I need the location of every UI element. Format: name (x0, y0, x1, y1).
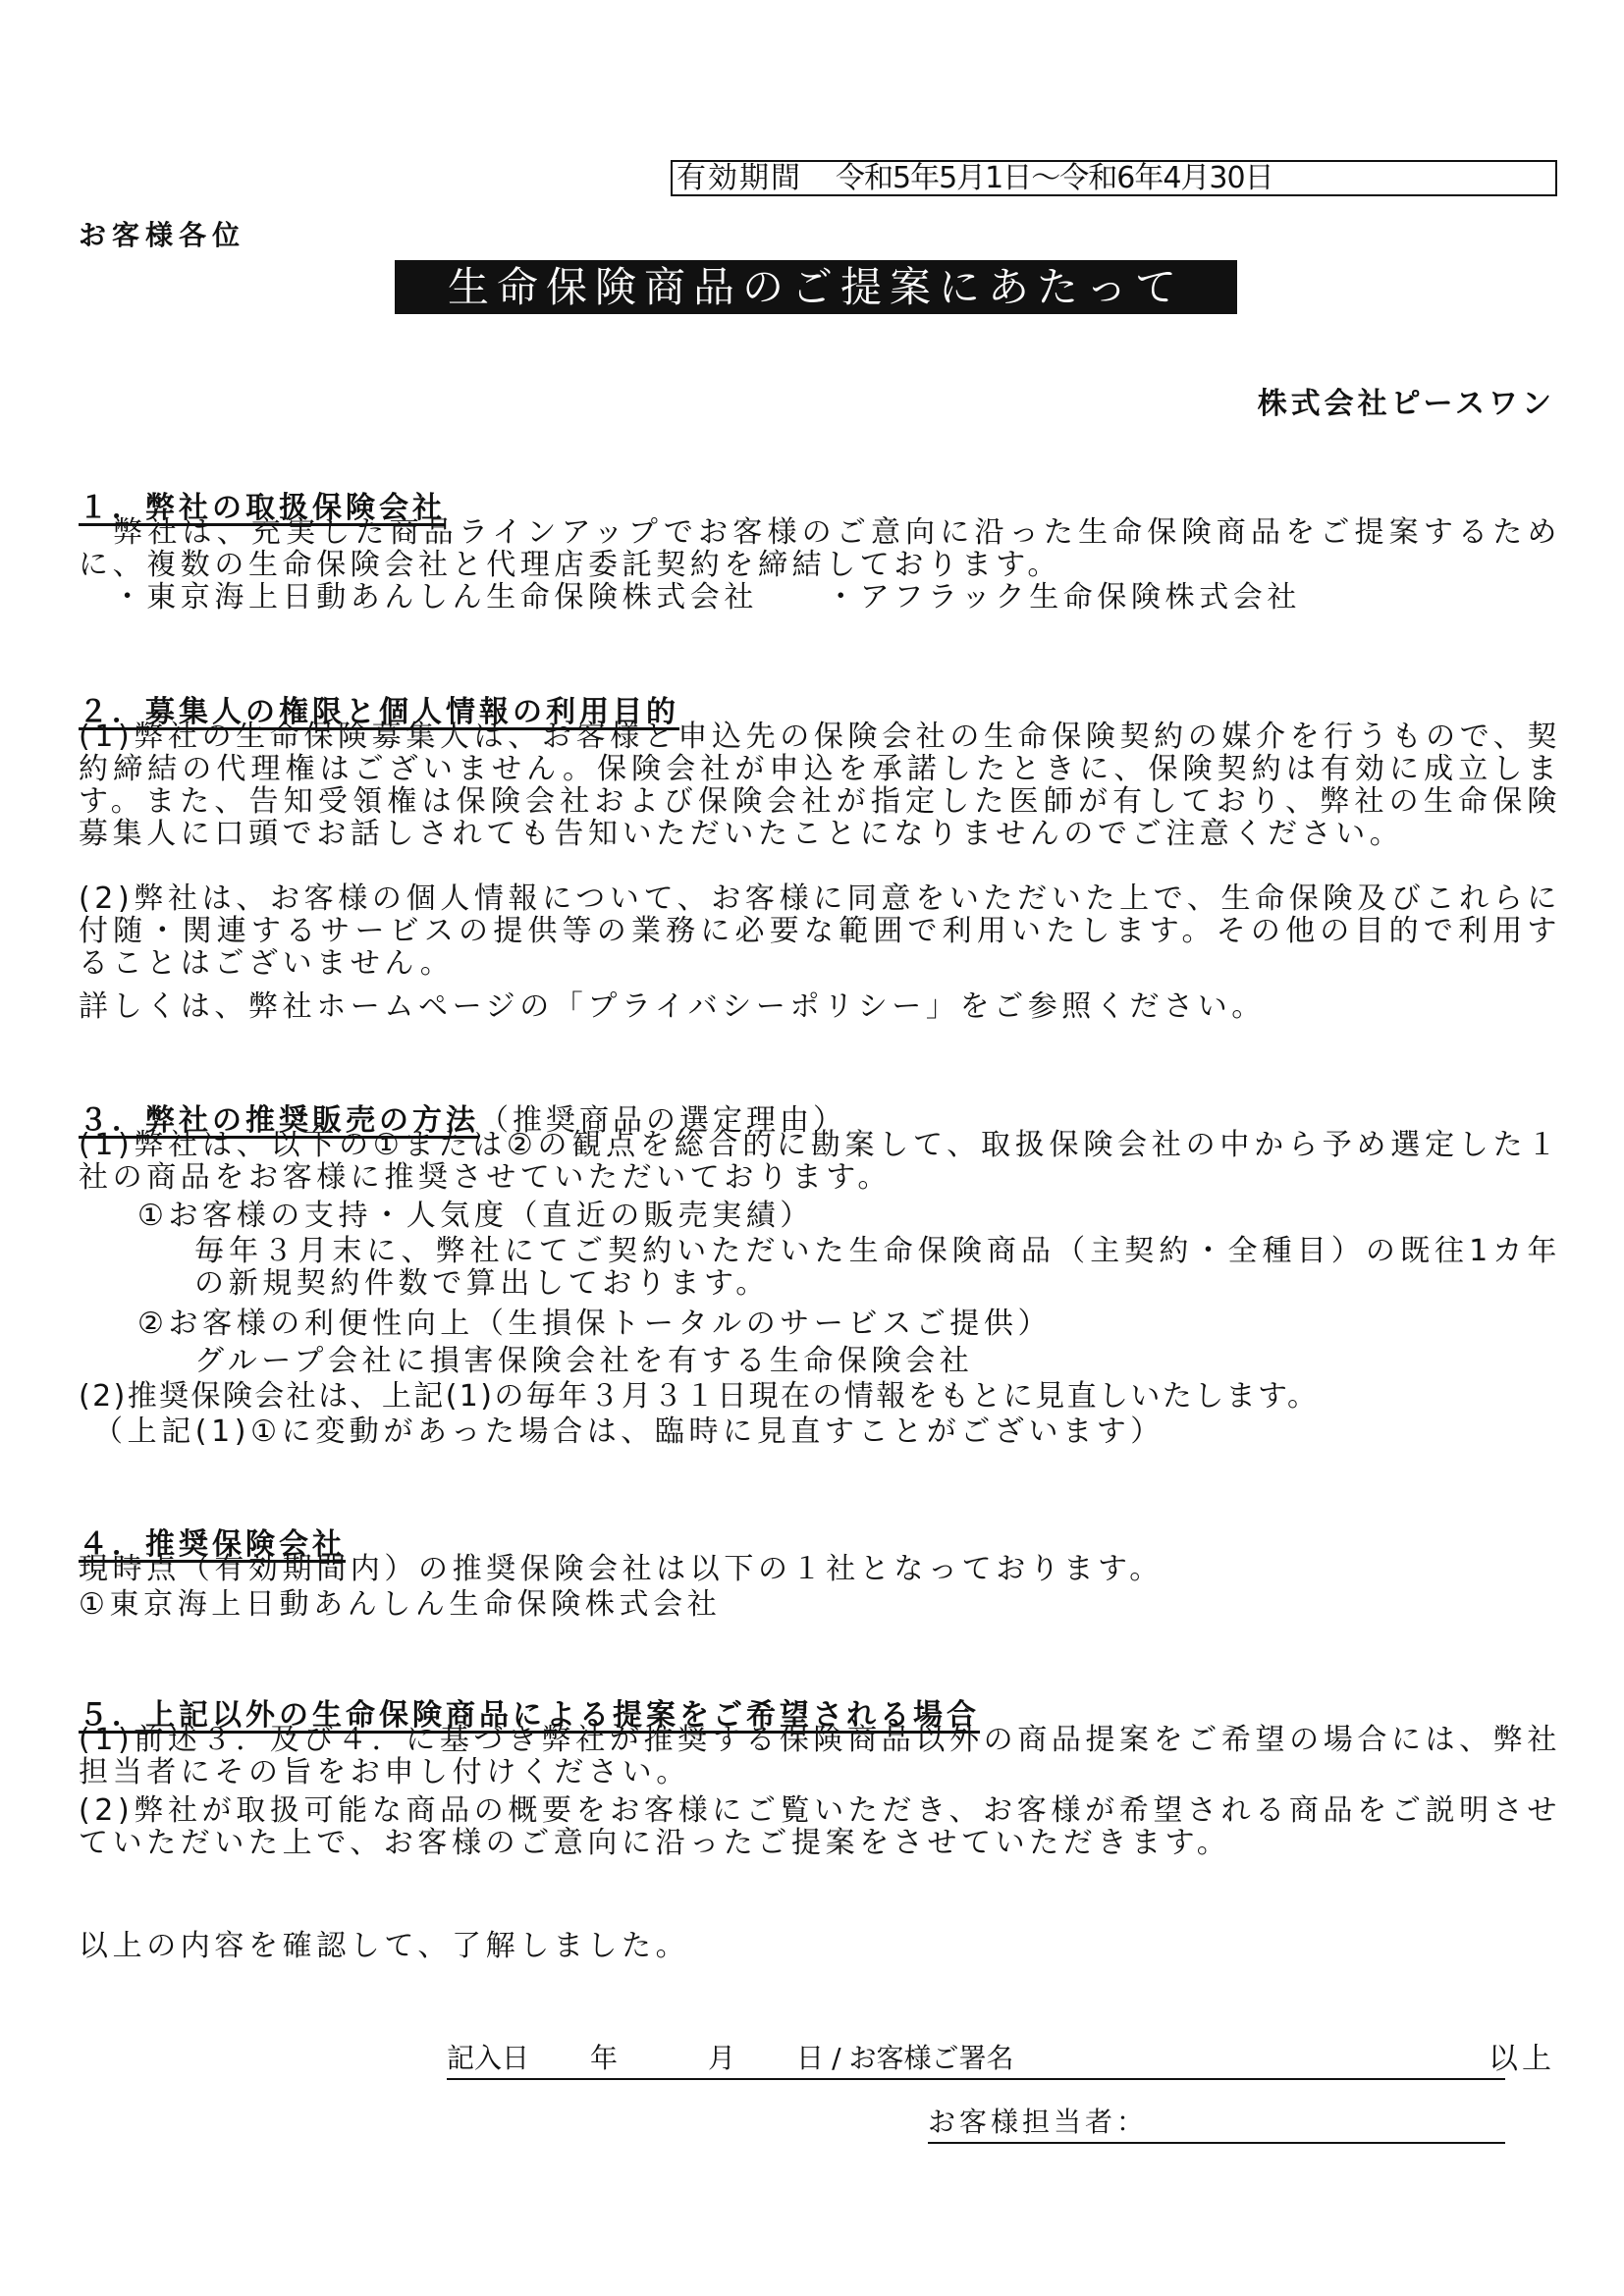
confirmation-text: 以上の内容を確認して、了解しました。 (79, 1929, 690, 1963)
section-2-item-1: (1)弊社の生命保険募集人は、お客様と申込先の保険会社の生命保険契約の媒介を行うもので、契約締結の代理権はございません。保険会社が申込を承諾したときに、保険契約は有効に成立します。また、告知受領権は保険会社および保険会社が指定した医師が有しており、弊社の生命保険募集人に口頭でお話しされても告知いただいたことになりませんのでご注意ください。 (79, 720, 1561, 851)
section-1-body: 弊社は、充実した商品ラインアップでお客様のご意向に沿った生命保険商品をご提案するために、複数の生命保険会社と代理店委託契約を締結しております。 (79, 515, 1561, 582)
section-2-note: 詳しくは、弊社ホームページの「プライバシーポリシー」をご参照ください。 (79, 989, 1266, 1024)
section-3-item-2-note: （上記(1)①に変動があった場合は、臨時に見直すことがございます） (93, 1415, 1164, 1449)
section-3-criterion-2: ②お客様の利便性向上（生損保トータルのサービスご提供） (137, 1307, 1053, 1341)
customer-signature-label: お客様ご署名 (848, 2042, 1014, 2074)
date-label: 記入日 (447, 2042, 530, 2074)
section-4-company: ①東京海上日動あんしん生命保険株式会社 (79, 1587, 722, 1622)
section-3-criterion-1: ①お客様の支持・人気度（直近の販売実績） (137, 1199, 814, 1233)
validity-value: 令和5年5月1日～令和6年4月30日 (836, 161, 1273, 195)
section-4-body: 現時点（有効期間内）の推奨保険会社は以下の１社となっております。 (79, 1552, 1164, 1586)
document-title: 生命保険商品のご提案にあたって (395, 260, 1237, 314)
addressee: お客様各位 (79, 219, 246, 251)
company-name: 株式会社ピースワン (1257, 387, 1555, 421)
section-5-heading: ５．上記以外の生命保険商品による提案をご希望される場合 (79, 1698, 980, 1733)
staff-signature-line[interactable] (928, 2103, 1505, 2144)
section-3-item-2: (2)推奨保険会社は、上記(1)の毎年３月３１日現在の情報をもとに見直しいたします。 (79, 1379, 1320, 1414)
section-3-heading-sub: （推奨商品の選定理由） (479, 1103, 846, 1138)
month-label: 月 (708, 2042, 736, 2074)
separator: / (832, 2042, 841, 2074)
staff-label: お客様担当者： (928, 2106, 1149, 2138)
validity-label: 有効期間 (677, 161, 802, 195)
section-3-criterion-1-detail: 毎年３月末に、弊社にてご契約いただいた生命保険商品（主契約・全種目）の既往1カ年の新規契約件数で算出しております。 (194, 1234, 1561, 1301)
section-3-item-1: (1)弊社は、以下の①または②の観点を総合的に勘案して、取扱保険会社の中から予め選定した１社の商品をお客様に推奨させていただいております。 (79, 1128, 1561, 1195)
section-1-companies: ・東京海上日動あんしん生命保険株式会社 ・アフラック生命保険株式会社 (79, 580, 1301, 614)
section-3-criterion-2-detail: グループ会社に損害保険会社を有する生命保険会社 (194, 1344, 974, 1378)
validity-period-box (671, 160, 1557, 196)
section-1-heading: １．弊社の取扱保険会社 (79, 491, 446, 525)
year-label: 年 (590, 2042, 619, 2074)
section-4-heading: ４．推奨保険会社 (79, 1527, 346, 1562)
closing-mark: 以上 (1489, 2042, 1555, 2076)
section-5-item-2: (2)弊社が取扱可能な商品の概要をお客様にご覧いただき、お客様が希望される商品をご説明させていただいた上で、お客様のご意向に沿ったご提案をさせていただきます。 (79, 1793, 1561, 1860)
section-5-item-1: (1)前述３．及び４．に基づき弊社が推奨する保険商品以外の商品提案をご希望の場合には、弊社担当者にその旨をお申し付けください。 (79, 1723, 1561, 1789)
section-2-item-2: (2)弊社は、お客様の個人情報について、お客様に同意をいただいた上で、生命保険及びこれらに付随・関連するサービスの提供等の業務に必要な範囲で利用いたします。その他の目的で利用することはございません。 (79, 881, 1561, 981)
signature-line[interactable] (447, 2039, 1505, 2080)
day-label: 日 (796, 2042, 825, 2074)
section-3-heading-main: ３．弊社の推奨販売の方法 (79, 1103, 479, 1138)
section-2-heading: ２．募集人の権限と個人情報の利用目的 (79, 695, 679, 729)
